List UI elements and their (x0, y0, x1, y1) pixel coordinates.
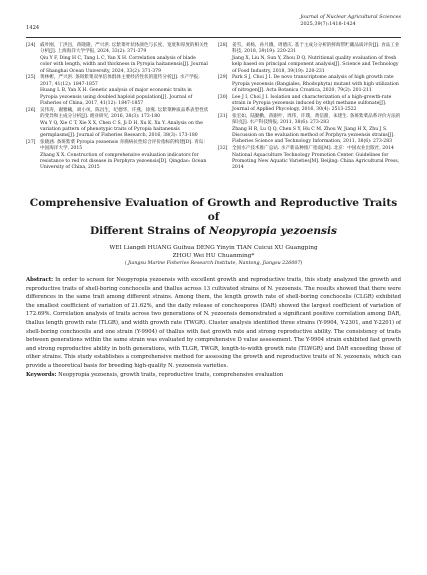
reference-number: [31] (218, 113, 228, 119)
header-rule (26, 37, 401, 38)
reference-text: Wu Y Q, Xie C T, Xie X X, Chen C S, Ji D H, Xu K, Xu Y. Analysis on the variation pattern of phenotypic traits of Pyropia haitanensis germplasms[J]. Journal of Fisheries Research, 2016, 38(3): 173-180 (40, 120, 203, 139)
reference-text: Jiang X, Liu N, Sun Y, Zhou D Q. Nutritional quality evaluation of fresh kelp based on principal component analysis[J]. Science and Technology of Food Industry, 2018, 39(19): 220-231 (232, 55, 399, 74)
reference-number: [25] (26, 75, 36, 81)
authors-line-1: WEI Liangdi HUANG Guihua DENG Yinyin TIAN Cuicui XU Guangping (109, 245, 318, 252)
reference-text: Huang L B, Yan X H. Genetic analysis of major economic traits in Pyropia yezoensis using doubled haploid population[J]. Journal of Fisheries of China, 2017, 41(12): 1847-1857 (40, 88, 193, 106)
reference-text: 张晓涵. 条斑紫菜 Pyropia yezoensis 赤腐病抗性综合评价指标的构建[D]. 青岛：中国海洋大学, 2015 (40, 139, 208, 152)
page-header (26, 14, 401, 38)
affiliation: ( Jiangsu Marine Fisheries Research Institute, Nantong, Jiangsu 226007) (124, 261, 303, 267)
keywords-label: Keywords: (26, 371, 57, 378)
reference-number: [27] (26, 139, 36, 145)
reference-number: [26] (26, 107, 36, 113)
reference-text: 张宏如，陆勤勤，蒋跟叶，周伟，许璞，黄信甜，朱建生. 条斑紫菜品系评价方法的探讨[J]. 水产科技情报, 2011, 38(6): 273-283 (232, 113, 401, 126)
abstract-label: Abstract: (26, 277, 54, 284)
reference-number: [32] (218, 146, 228, 152)
reference-number: [30] (218, 94, 228, 100)
journal-info (300, 14, 401, 28)
reference-text: 吴伟涛，谢雅曦，胡小凤，陈昌生，纪德华，许燕，徐燕. 坛紫菜种质品系表型性状的变异和主成分分析[J]. 渔业研究, 2016, 38(3): 173-180 (40, 107, 209, 119)
page-number: 1424 (26, 25, 40, 31)
reference-text: Park S J, Choi J I. De novo transcriptome analysis of high growth rate Pyropia yezoensis (Bangiales, Rhodophyta) mutant with high utilization of nitrogen[J]. Acta Botanica Croatica, 2020, 79(2): 201-211 (232, 75, 399, 93)
reference-number: [29] (218, 75, 228, 81)
reference-text: 黄林彬，严兴洪. 条斑紫菜双单倍体群体主要经济性状的遗传分析[J]. 水产学报, 2017, 41(12): 1847-1857 (40, 75, 200, 87)
reference-text: National Aquaculture Technology Promotion Center. Guidelines for Promoting New Aquatic Varieties[M]. Beijing: China Agricultural Press, 2014 (232, 152, 400, 171)
reference-number: [24] (26, 43, 36, 48)
reference-text: 姜雪，刘杨，孙月娥，周德庆. 基于主成分分析的鲜海带贮藏品质评价[J]. 食品工业科技, 2018, 39(19): 220-231 (232, 43, 400, 55)
reference-text: Lee J I, Choi J I. Isolation and characterization of a high-growth-rate strain in Pyropia yezoensis induced by ethyl methane sulfonate[J]. Journal of Applied Phycology, 2016, 30(4): 2513-2522 (232, 94, 392, 113)
journal-issue: 2025,39(7):1418-1424 (300, 21, 356, 27)
keywords-text: Neopyropia yezoensis, growth traits, reproductive traits, comprehensive evaluation (56, 371, 284, 378)
title-line-1: Comprehensive Evaluation of Growth and Reproductive Traits of (29, 197, 398, 224)
reference-number: [28] (218, 43, 228, 48)
journal-name: Journal of Nuclear Agricultural Sciences (300, 14, 401, 20)
abstract-text: In order to screen for Neopyropia yezoensis with excellent growth and reproductive traits, this study analyzed the growth and reproductive traits of shell-boring conchocelis and thallus across 13 cultivated strains of N. yezoensis. The results showed that there were differences in the same trait among different strains. Among them, the length growth rate of shell-boring conchocelis (CLGR) exhibited the smallest coefficient of variation of 21.62%, and the daily release of conchospores (DAR) showed the largest coefficient of variation of 172.69%. Correlation analysis of traits across two generations of N. yezoensis demonstrated a significant positive correlation among DAR, thallus length growth rate (TLGR), and width growth rate (TWGR). Cluster analysis identified three strains (Y-9904, Y-2301, and Y-2201) of shell-boring conchocelis and one strain (Y-9904) of thallus with fast growth rate and strong reproductive ability. The consistency of traits between generations within the same strain was evaluated by comprehensive D value assessment. The Y-9904 strain exhibited fast growth and strong reproductive ability in both generations, with TLGR, TWGR, length-to-width growth rate (TLWGR) and DAR exceeding those of other strains. This study establishes a comprehensive method for assessing the growth and reproductive traits of N. yezoensis, which can provide a theoretical basis for breeding high-quality N. yezoensis varieties. (26, 277, 401, 369)
reference-text: Qiu Y F, Ding H C, Tang L C, Yan X H. Correlation analysis of blade color with length, width and thickness in Pyropia haitanensis[J]. Journal of Shanghai Ocean University, 2024, 33(2): 371-379 (40, 55, 208, 74)
reference-text: Zhang H R, Lu Q Q, Chen S Y, Hu C M, Zhou W, Jiang H X, Zhu J S. Discussion on the evaluation method of Porphyra yezoensis strains[J]. Fisheries Science and Technology Information, 2011, 38(6): 273-283 (232, 126, 395, 145)
title-prefix: Different Strains of (90, 225, 209, 238)
reference-text: Zhang X X. Construction of comprehensive evaluation indicators for resistance to red rot disease in Porphyra yezoensis[D]. Qingdao: Ocean University of China, 2015 (40, 152, 207, 171)
title-species: Neopyropia yezoensis (208, 225, 337, 238)
reference-text: 全国水产技术推广总站. 水产新品种推广指南[M]. 北京：中国农业出版社, 2014 (232, 146, 394, 152)
reference-text: 戚叶刚，丁洪昌，蒋隆隆，严兴洪. 坛紫菜叶状体颜色与长度、宽度和厚度的相关性分析[J]. 上海海洋大学学报, 2024, 33(2): 371-379 (40, 43, 209, 55)
authors-line-2: ZHOU Wei HU Chuanming* (172, 253, 255, 260)
